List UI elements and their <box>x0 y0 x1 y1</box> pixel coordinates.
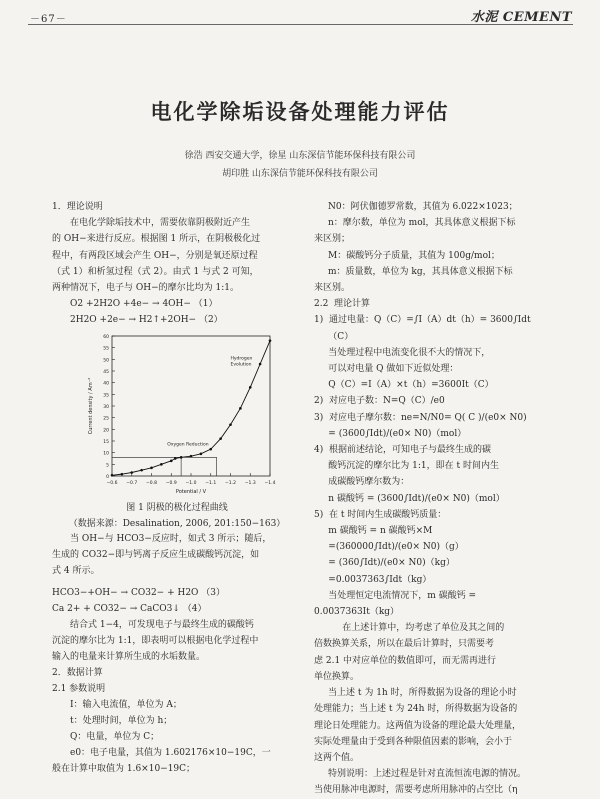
y-tick-label: 10 <box>103 451 109 457</box>
data-point <box>259 363 262 366</box>
section-heading: 2．数据计算 <box>52 668 103 678</box>
right-column-line: n：摩尔数，单位为 mol，其具体意义根据下标 <box>328 218 516 229</box>
x-tick-label: −1.1 <box>205 481 217 486</box>
right-column-line: 成碳酸钙摩尔数为： <box>314 477 410 488</box>
x-axis-label: Potential / V <box>175 489 207 495</box>
param-line: 般在计算中取值为 1.6×10−19C； <box>52 764 196 774</box>
author-line-2: 胡印胜 山东深信节能环保科技有限公司 <box>222 169 378 179</box>
y-tick-label: 55 <box>103 346 109 352</box>
right-column-line: Q（C）=I（A）×t（h）=3600It（C） <box>314 380 494 391</box>
x-tick-label: −0.9 <box>165 481 177 486</box>
data-point <box>249 386 252 389</box>
right-column-line: 3) 对应电子摩尔数：ne=N/N0= Q( C )/(e0× N0) <box>314 412 527 423</box>
data-point <box>200 453 203 456</box>
author-line-1: 徐浩 西安交通大学，徐星 山东深信节能环保科技有限公司 <box>184 151 416 161</box>
right-column-line: 1) 通过电量：Q（C）=∫I（A）dt（h）= 3600∫Idt <box>314 315 531 326</box>
data-point <box>140 469 143 472</box>
figure-caption: 图 1 阴极的极化过程曲线 <box>126 503 228 513</box>
subsection-heading: 2.1 参数说明 <box>52 684 106 694</box>
data-point <box>229 423 232 426</box>
right-column-line: n 碳酸钙 = (3600∫Idt)/(e0× N0)（mol） <box>314 493 505 504</box>
paragraph-line: 结合式 1−4，可发现电子与最终生成的碳酸钙 <box>70 620 254 630</box>
right-column-line: M：碳酸钙分子质量，其值为 100g/mol； <box>328 250 500 261</box>
data-point <box>111 474 114 477</box>
right-column-line: 当上述 t 为 1h 时，所得数据为设备的理论小时 <box>328 688 517 699</box>
data-point <box>121 473 124 476</box>
paragraph-line: 生成的 CO32−即与钙离子反应生成碳酸钙沉淀，如 <box>52 550 260 560</box>
y-tick-label: 35 <box>103 393 109 399</box>
data-point <box>170 460 173 463</box>
right-column-line: 单位换算。 <box>314 671 360 682</box>
right-column-line: 实际处理量由于受到各种限值因素的影响，会小于 <box>314 736 513 747</box>
paragraph-line: 在电化学除垢技术中，需要依靠阴极附近产生 <box>70 218 251 229</box>
data-point <box>269 339 272 342</box>
paragraph-line: 程中，有两段区域会产生 OH−，分别是氧还原过程 <box>52 250 258 261</box>
right-column-line: 当处理恒定电流情况下，m 碳酸钙 = <box>314 590 477 601</box>
data-point <box>180 456 183 459</box>
right-column-line: 倍数换算关系，所以在最后计算时，只需要考 <box>314 639 495 650</box>
right-column-line: 特别说明：上述过程是针对直流恒流电源的情况。 <box>328 769 527 780</box>
y-tick-label: 60 <box>103 335 109 340</box>
right-column-line: 2.2 理论计算 <box>314 299 371 310</box>
y-tick-label: 5 <box>106 463 109 469</box>
right-column-line: 虑 2.1 中对应单位的数值即可，而无需再进行 <box>314 655 497 666</box>
right-column-line: 5) 在 t 时间内生成碳酸钙质量： <box>314 509 447 520</box>
data-point <box>130 471 133 474</box>
right-column-line: =(360000∫Idt)/(e0× N0)（g） <box>314 542 464 553</box>
figure-caption-block <box>52 500 302 532</box>
x-tick-label: −0.8 <box>146 481 157 486</box>
left-column-continued <box>52 531 302 777</box>
right-column-line: 处理能力；当上述 t 为 24h 时，所得数据为设备的 <box>314 704 518 715</box>
figure-source: （数据来源：Desalination, 2006, 201:150−163） <box>68 519 286 529</box>
right-column <box>314 199 576 799</box>
data-point <box>150 467 153 470</box>
param-line: I：输入电流值，单位为 A； <box>70 700 182 710</box>
annotation-oxygen-reduction: Oxygen Reduction <box>167 442 209 448</box>
y-tick-label: 0 <box>106 475 109 480</box>
right-column-line: 可以对电量 Q 做如下近似处理： <box>314 364 459 375</box>
param-line: t：处理时间，单位为 h； <box>70 716 173 726</box>
equation-2: 2H2O +2e− → H2↑+2OH− （2） <box>70 315 223 326</box>
right-column-line: 这两个值。 <box>314 752 360 763</box>
right-column-line: = (360∫Idt)/(e0× N0)（kg） <box>314 558 455 569</box>
y-axis-label: Current density / Am⁻² <box>88 377 94 435</box>
section-heading: 1．理论说明 <box>52 202 103 212</box>
x-tick-label: −0.6 <box>106 481 118 486</box>
right-column-line: 当使用脉冲电源时，需要考虑所用脉冲的占空比（η <box>314 785 518 796</box>
y-tick-label: 25 <box>103 416 109 422</box>
param-line: Q：电量，单位为 C； <box>70 732 160 742</box>
x-tick-label: −1.3 <box>244 481 256 486</box>
right-column-line: m：质量数，单位为 kg，其具体意义根据下标 <box>328 266 513 277</box>
data-point <box>239 407 242 410</box>
right-column-line: 4) 根据前述结论，可知电子与最终生成的碳 <box>314 445 491 456</box>
equation-1: O2 +2H2O +4e− → 4OH− （1） <box>70 299 218 310</box>
paragraph-line: 两种情况下，电子与 OH−的摩尔比均为 1:1。 <box>52 283 239 294</box>
left-column <box>52 199 302 329</box>
paper-title: 电化学除垢设备处理能力评估 <box>150 99 450 124</box>
right-column-line: N0：阿伏伽德罗常数，其值为 6.022×1023； <box>328 202 518 212</box>
y-tick-label: 50 <box>103 358 109 364</box>
right-column-line: 理论日处理能力。这两值为设备的理论最大处理量， <box>314 720 522 731</box>
y-tick-label: 30 <box>103 405 109 410</box>
right-column-line: 酸钙沉淀的摩尔比为 1:1，即在 t 时间内生 <box>314 461 499 472</box>
annotation-evolution: Evolution <box>230 362 252 368</box>
y-tick-label: 20 <box>103 428 109 434</box>
right-column-line: 0.0037363It（kg） <box>314 607 400 618</box>
data-point <box>209 448 212 451</box>
data-point <box>190 455 193 458</box>
right-column-line: 来区别； <box>314 234 351 245</box>
header-rule <box>28 24 573 25</box>
paragraph-line: 输入的电量来计算所生成的水垢数量。 <box>52 652 206 662</box>
param-line: e0：电子电量，其值为 1.602176×10−19C，一 <box>70 748 271 758</box>
x-tick-label: −1.2 <box>225 481 236 486</box>
data-point <box>160 463 163 466</box>
paragraph-line: （式 1）和析氢过程（式 2）。由式 1 与式 2 可知， <box>52 266 259 277</box>
right-column-line: 当处理过程中电流变化很不大的情况下， <box>314 347 491 358</box>
right-column-line: （C） <box>314 331 354 342</box>
polarization-chart <box>84 330 280 498</box>
paragraph-line: 当 OH−与 HCO3−反应时，如式 3 所示；随后， <box>70 534 272 544</box>
x-tick-label: −1.4 <box>264 481 276 486</box>
right-column-line: 来区别。 <box>314 283 351 294</box>
equation-3: HCO3−+OH− → CO32− + H2O （3） <box>52 588 226 598</box>
page-number: －67－ <box>30 14 67 25</box>
x-tick-label: −0.7 <box>126 481 138 486</box>
y-tick-label: 40 <box>103 381 109 387</box>
paragraph-line: 沉淀的摩尔比为 1:1，即表明可以根据电化学过程中 <box>52 636 259 646</box>
y-tick-label: 15 <box>103 440 109 445</box>
equation-4: Ca 2+ + CO32− → CaCO3↓ （4） <box>52 604 207 614</box>
data-point <box>174 457 177 460</box>
right-column-line: 在上述计算中，均考虑了单位及其之间的 <box>328 623 505 634</box>
paragraph-line: 的 OH−来进行反应。根据图 1 所示，在阴极极化过 <box>52 234 261 245</box>
data-point <box>219 437 222 440</box>
annotation-hydrogen: Hydrogen <box>230 356 253 362</box>
right-column-line: m 碳酸钙 = n 碳酸钙×M <box>314 526 433 537</box>
paragraph-line: 式 4 所示。 <box>52 566 100 576</box>
right-column-line: =0.0037363∫Idt（kg） <box>314 574 432 585</box>
journal-logo: 水泥 CEMENT <box>470 10 572 25</box>
x-tick-label: −1.0 <box>185 481 197 486</box>
y-tick-label: 45 <box>103 370 109 375</box>
right-column-line: = (3600∫Idt)/(e0× N0)（mol） <box>314 428 467 439</box>
right-column-line: 2) 对应电子数：N=Q（C）/e0 <box>314 396 445 407</box>
